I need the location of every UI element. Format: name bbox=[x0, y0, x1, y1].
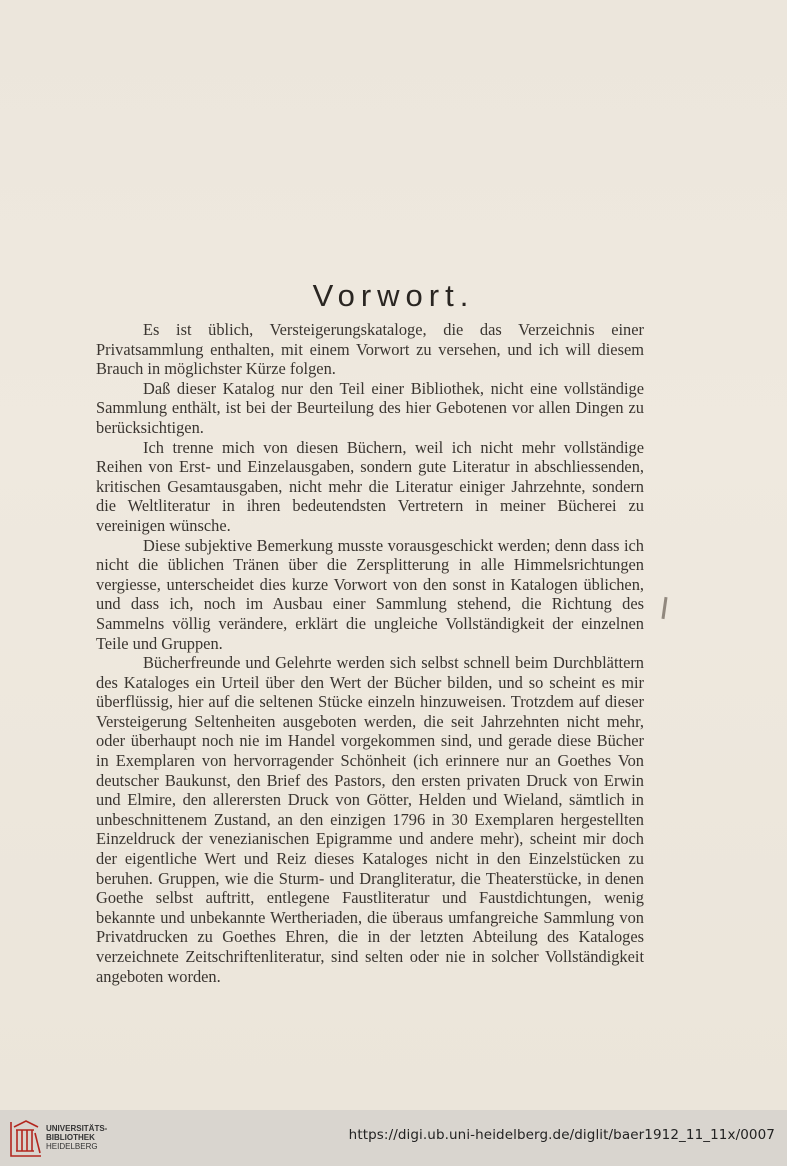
bleed-through-text bbox=[360, 96, 420, 116]
institution-line-2: BIBLIOTHEK bbox=[46, 1133, 95, 1142]
institution-line-1: UNIVERSITÄTS- bbox=[46, 1124, 108, 1133]
body-text bbox=[96, 320, 644, 986]
paragraph-4: Diese subjektive Bemerkung musste vorausgeschickt werden; denn dass ich nicht die üblichen Tränen über die Zersplitterung in alle Himmelsrichtungen vergiesse, unterscheidet dies kurze Vorwort von den sonst in Katalogen üblichen, und dass ich, noch im Ausbau einer Sammlung stehend, die Richtung des Sammelns völlig verändere, erklärt die ungleiche Vollständigkeit der einzelnen Teile und Gruppen. bbox=[96, 535, 644, 653]
permalink-url[interactable]: https://digi.ub.uni-heidelberg.de/diglit/baer1912_11_11x/0007 bbox=[348, 1127, 775, 1143]
paragraph-5: Bücherfreunde und Gelehrte werden sich selbst schnell beim Durchblättern des Kataloges ein Urteil über den Wert der Bücher bilden, und so scheint es mir überflüssig, hier auf die seltenen Stücke einzeln hinzuweisen. Trotzdem auf dieser Versteigerung Seltenheiten ausgeboten werden, die seit Jahrzehnten nicht mehr, oder überhaupt noch nie im Handel vorgekommen sind, und gerade diese Bücher in Exemplaren von hervorragender Schönheit (ich erinnere nur an Goethes Von deutscher Baukunst, den Brief des Pastors, den ersten privaten Druck von Erwin und Elmire, den allerersten Druck von Götter, Helden und Wieland, sämtlich in unbeschnittenem Zustand, an den einzigen 1796 in 30 Exemplaren hergestellten Einzeldruck der venezianischen Epigramme und andere mehr), scheint mir doch der eigentliche Wert und Reiz dieses Kataloges nicht in den Einzelstücken zu beruhen. Gruppen, wie die Sturm- und Drangliteratur, die Theaterstücke, in denen Goethe selbst auftritt, entlegene Faustliteratur und Faustdichtungen, wenig bekannte und unbekannte Wertheriaden, die überaus umfangreiche Sammlung von Privatdrucken zu Goethes Ehren, die in der letzten Abteilung des Kataloges verzeichnete Zeitschriftenliteratur, sind selten oder nie in solcher Vollständigkeit angeboten worden. bbox=[96, 653, 644, 986]
paragraph-1: Es ist üblich, Versteigerungskataloge, die das Verzeichnis einer Privatsammlung enthalten, mit einem Vorwort zu versehen, und ich will diesem Brauch in möglichster Kürze folgen. bbox=[96, 320, 644, 379]
institution-name[interactable] bbox=[46, 1124, 107, 1151]
paragraph-2: Daß dieser Katalog nur den Teil einer Bibliothek, nicht eine vollständige Sammlung enthält, ist bei der Beurteilung des hier Gebotenen vor allen Dingen zu berücksichtigen. bbox=[96, 378, 644, 437]
viewer-footer bbox=[0, 1110, 787, 1166]
institution-line-3: HEIDELBERG bbox=[46, 1142, 98, 1151]
university-library-logo-icon[interactable] bbox=[8, 1117, 44, 1161]
page-title: Vorwort. bbox=[312, 278, 475, 313]
margin-pencil-mark bbox=[661, 597, 667, 619]
paragraph-3: Ich trenne mich von diesen Büchern, weil ich nicht mehr vollständige Reihen von Erst- und Einzelausgaben, sondern gute Literatur in abschliessenden, kritischen Gesamtausgaben, nicht mehr die Literatur einiger Jahrzehnte, sondern die Weltliteratur in ihren bedeutendsten Vertretern in meiner Bücherei zu vereinigen wünsche. bbox=[96, 437, 644, 535]
